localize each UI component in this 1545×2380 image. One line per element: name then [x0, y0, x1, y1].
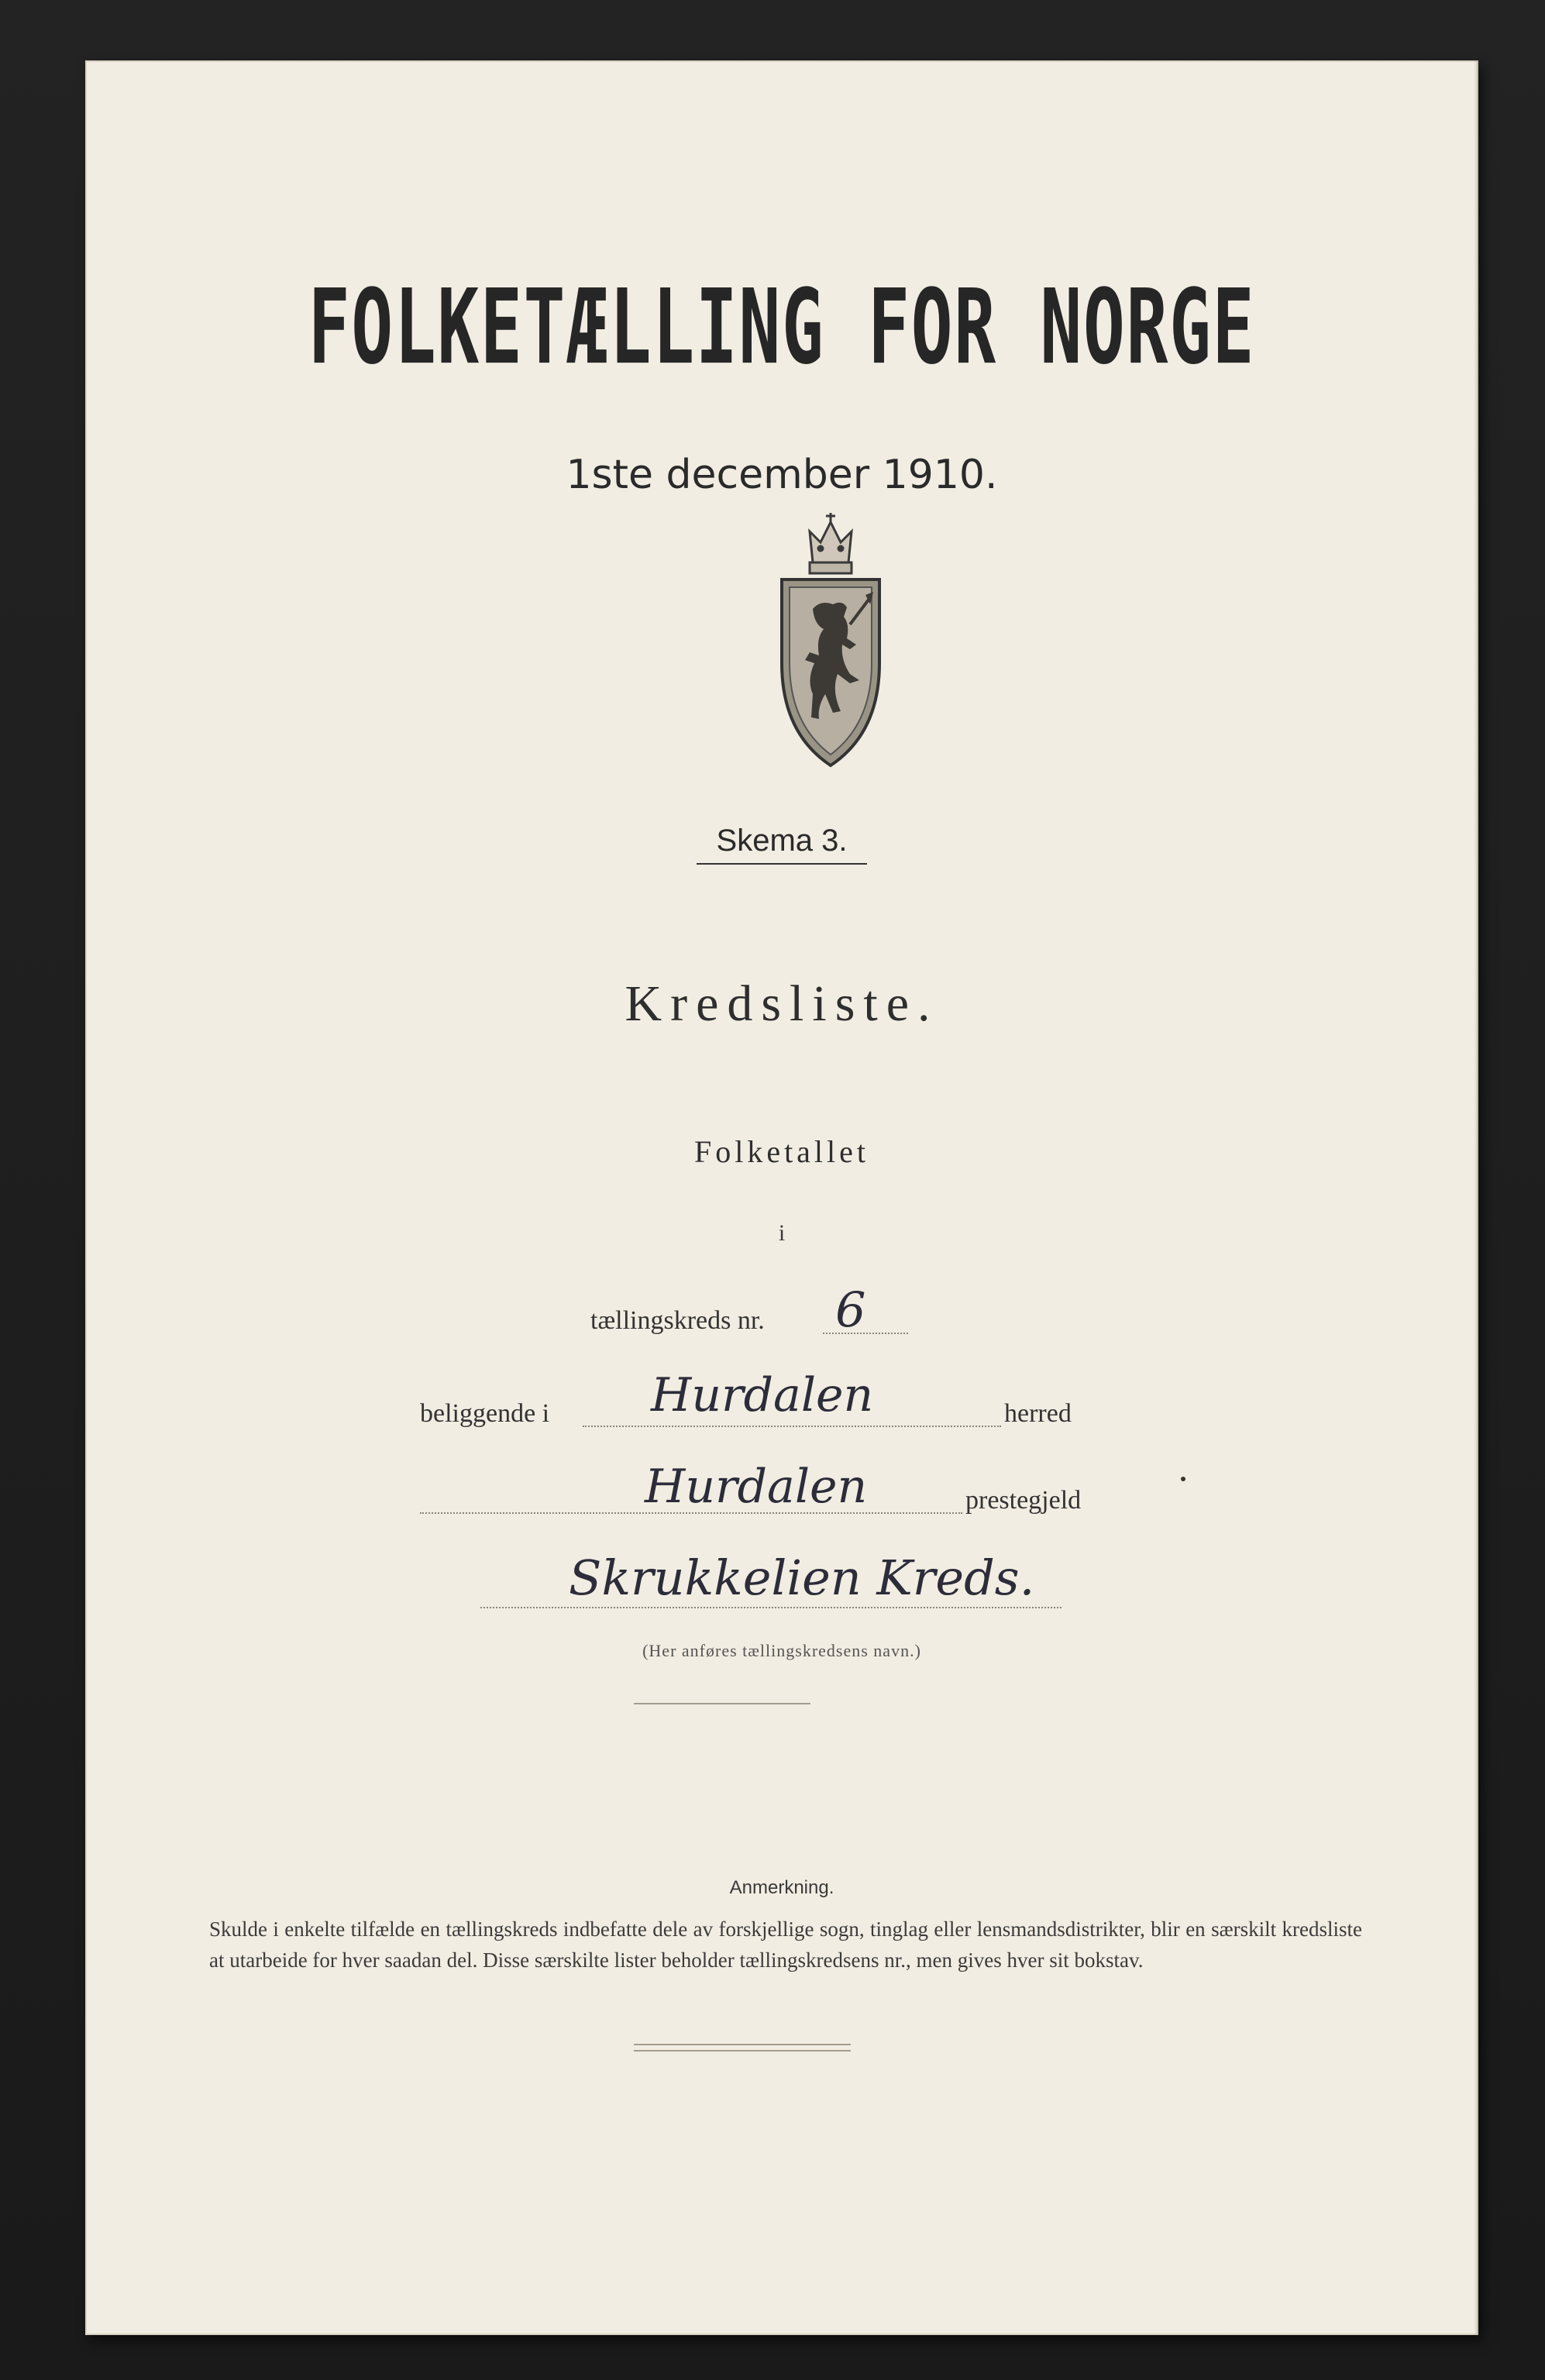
parish-value: Hurdalen [645, 1460, 868, 1514]
census-date: 1ste december 1910. [566, 452, 998, 498]
district-number-label: tællingskreds nr. [590, 1306, 765, 1335]
connector-word: i [778, 1220, 786, 1246]
district-name-value: Skrukkelien Kreds. [569, 1549, 1035, 1606]
population-subheading: Folketallet [693, 1134, 870, 1169]
census-form-page [85, 60, 1478, 2335]
note-title: Anmerkning. [729, 1877, 834, 1898]
district-number-value: 6 [835, 1281, 866, 1338]
schema-label: Skema 3. [697, 824, 868, 865]
footer-divider-top [634, 2044, 851, 2045]
district-name-line [480, 1607, 1062, 1608]
section-divider [634, 1703, 810, 1704]
note-text: Skulde i enkelte tilfælde en tællingskreds indbefatte dele av forskjellige sogn, tinglag eller lensmandsdistrikter, blir en særskilt kredsliste at utarbeide for hver saadan del. Disse særskilte lister beholder tællingskredsens nr., men gives hver sit bokstav. [209, 1917, 1362, 1972]
document-heading: Kredsliste. [625, 975, 939, 1032]
schema-number [85, 824, 1478, 865]
ink-spot [1181, 1477, 1185, 1481]
municipality-line [583, 1426, 1001, 1427]
municipality-prefix-label: beliggende i [420, 1399, 550, 1428]
norwegian-coat-of-arms-icon [772, 508, 889, 772]
footer-divider-bottom [634, 2050, 851, 2052]
municipality-suffix-label: herred [1004, 1399, 1072, 1428]
parish-label: prestegjeld [965, 1486, 1082, 1515]
district-name-caption: (Her anføres tællingskredsens navn.) [642, 1641, 921, 1660]
municipality-value: Hurdalen [651, 1368, 874, 1422]
form-title: FOLKETÆLLING FOR NORGE [308, 266, 1256, 388]
